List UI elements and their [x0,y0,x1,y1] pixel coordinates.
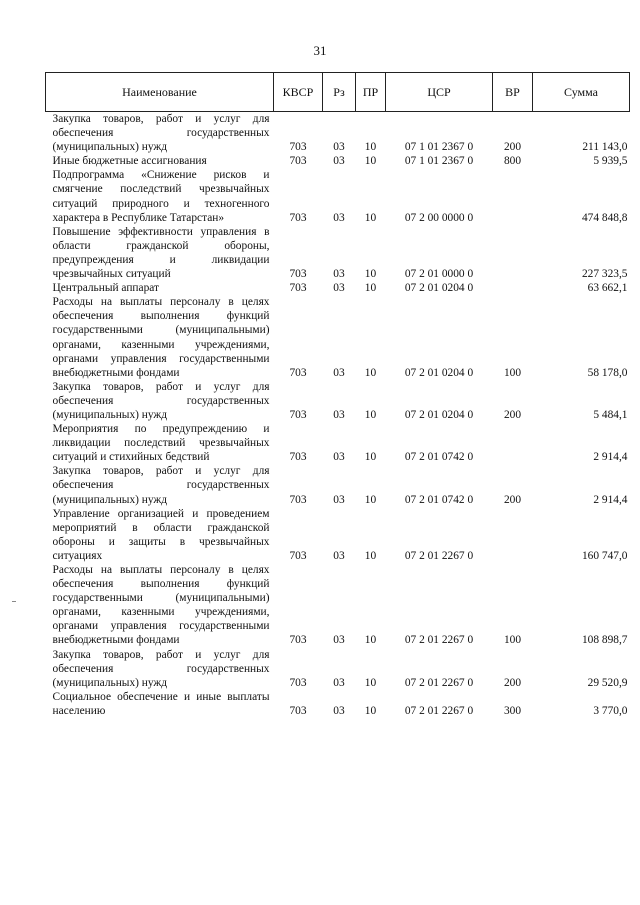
cell-csr: 07 1 01 2367 0 [404,141,474,154]
table-body [46,112,630,719]
cell-name: Мероприятия по предупреждению и ликвидации последствий чрезвычайных ситуаций и стихийных бедствий [52,423,270,464]
cell-csr: 07 2 01 0204 0 [404,408,474,421]
cell-pr: 10 [364,268,377,281]
table-row [46,225,630,281]
cell-sum: 474 848,8 [581,211,628,224]
cell-vr: 200 [503,676,522,689]
cell-vr: 100 [503,366,522,379]
cell-name: Центральный аппарат [52,282,160,295]
scan-mark [12,601,16,602]
cell-rz: 03 [333,704,345,717]
cell-kvsr: 703 [289,408,307,421]
header-vr: ВР [493,73,533,112]
cell-rz: 03 [333,155,345,168]
cell-pr: 10 [364,493,377,506]
cell-sum: 5 484,1 [593,408,628,421]
cell-pr: 10 [364,704,377,717]
cell-kvsr: 703 [289,282,307,295]
header-rz: Рз [323,73,356,112]
cell-sum: 29 520,9 [587,676,628,689]
table-row [46,281,630,295]
cell-csr: 07 1 01 2367 0 [404,155,474,168]
cell-name: Социальное обеспечение и иные выплаты населению [52,690,270,717]
cell-vr: 200 [503,141,522,154]
cell-csr: 07 2 01 2267 0 [404,704,474,717]
cell-rz: 03 [333,676,345,689]
cell-vr: 100 [503,634,522,647]
cell-vr [493,168,533,224]
budget-table [45,72,630,718]
table-row [46,154,630,168]
cell-name: Закупка товаров, работ и услуг для обеспечения государственных (муниципальных) нужд [52,465,270,506]
table-header-row [46,73,630,112]
cell-name: Расходы на выплаты персоналу в целях обеспечения выполнения функций государственными (муниципальными) органами, казенными учреждениями, органами управления государственными внебюджетными фондами [52,564,270,647]
cell-sum: 160 747,0 [581,549,628,562]
table-row [46,112,630,155]
cell-name: Управление организацией и проведением мероприятий в области гражданской обороны и защиты в чрезвычайных ситуациях [52,507,270,562]
cell-kvsr: 703 [289,268,307,281]
cell-kvsr: 703 [289,141,307,154]
cell-vr: 200 [503,408,522,421]
cell-name: Иные бюджетные ассигнования [52,155,207,168]
cell-pr: 10 [364,211,377,224]
cell-csr: 07 2 01 2267 0 [404,549,474,562]
cell-vr [493,507,533,563]
cell-pr: 10 [364,549,377,562]
table-row [46,648,630,690]
cell-csr: 07 2 01 0204 0 [404,282,474,295]
cell-kvsr: 703 [289,676,307,689]
cell-vr [493,281,533,295]
table-row [46,563,630,648]
cell-vr [493,422,533,464]
cell-kvsr: 703 [289,366,307,379]
cell-csr: 07 2 00 0000 0 [404,211,474,224]
table-row [46,380,630,422]
cell-kvsr: 703 [289,451,307,464]
cell-sum: 5 939,5 [593,155,628,168]
cell-name: Расходы на выплаты персоналу в целях обеспечения выполнения функций государственными (муниципальными) органами, казенными учреждениями, органами управления государственными внебюджетными фондами [52,296,270,379]
cell-vr: 200 [503,493,522,506]
cell-pr: 10 [364,141,377,154]
cell-kvsr: 703 [289,634,307,647]
table-row [46,422,630,464]
cell-kvsr: 703 [289,704,307,717]
cell-rz: 03 [333,451,345,464]
cell-sum: 3 770,0 [593,704,628,717]
cell-rz: 03 [333,366,345,379]
cell-vr: 800 [503,155,522,168]
header-name: Наименование [46,73,274,112]
cell-csr: 07 2 01 2267 0 [404,634,474,647]
cell-rz: 03 [333,282,345,295]
cell-pr: 10 [364,408,377,421]
cell-csr: 07 2 01 0000 0 [404,268,474,281]
cell-rz: 03 [333,141,345,154]
cell-sum: 211 143,0 [582,141,628,154]
cell-kvsr: 703 [289,211,307,224]
cell-rz: 03 [333,268,345,281]
header-pr: ПР [356,73,386,112]
cell-kvsr: 703 [289,493,307,506]
cell-csr: 07 2 01 0742 0 [404,493,474,506]
cell-name: Закупка товаров, работ и услуг для обеспечения государственных (муниципальных) нужд [52,113,270,154]
page-number: 31 [313,43,327,58]
cell-csr: 07 2 01 0742 0 [404,451,474,464]
cell-rz: 03 [333,408,345,421]
table-row [46,464,630,506]
cell-name: Закупка товаров, работ и услуг для обеспечения государственных (муниципальных) нужд [52,380,270,421]
table-row [46,295,630,380]
cell-kvsr: 703 [289,549,307,562]
cell-sum: 108 898,7 [581,634,628,647]
cell-pr: 10 [364,634,377,647]
cell-pr: 10 [364,282,377,295]
table-row [46,168,630,224]
cell-name: Подпрограмма «Снижение рисков и смягчение последствий чрезвычайных ситуаций природного и техногенного характера в Республике Татарстан» [52,169,270,224]
cell-name: Закупка товаров, работ и услуг для обеспечения государственных (муниципальных) нужд [52,648,270,689]
table-row [46,690,630,718]
header-csr: ЦСР [386,73,493,112]
cell-vr: 300 [503,704,522,717]
cell-rz: 03 [333,634,345,647]
cell-csr: 07 2 01 0204 0 [404,366,474,379]
cell-sum: 63 662,1 [587,282,628,295]
cell-pr: 10 [364,366,377,379]
cell-pr: 10 [364,451,377,464]
cell-pr: 10 [364,155,377,168]
cell-pr: 10 [364,676,377,689]
cell-name: Повышение эффективности управления в области гражданской обороны, предупреждения и ликвидации чрезвычайных ситуаций [52,225,270,281]
cell-vr [493,225,533,281]
cell-kvsr: 703 [289,155,307,168]
cell-sum: 227 323,5 [581,268,628,281]
cell-sum: 58 178,0 [587,366,628,379]
cell-sum: 2 914,4 [593,493,628,506]
cell-rz: 03 [333,549,345,562]
table-row [46,507,630,563]
header-sum: Сумма [533,73,630,112]
cell-rz: 03 [333,211,345,224]
header-kvsr: КВСР [274,73,323,112]
cell-csr: 07 2 01 2267 0 [404,676,474,689]
cell-rz: 03 [333,493,345,506]
cell-sum: 2 914,4 [593,451,628,464]
